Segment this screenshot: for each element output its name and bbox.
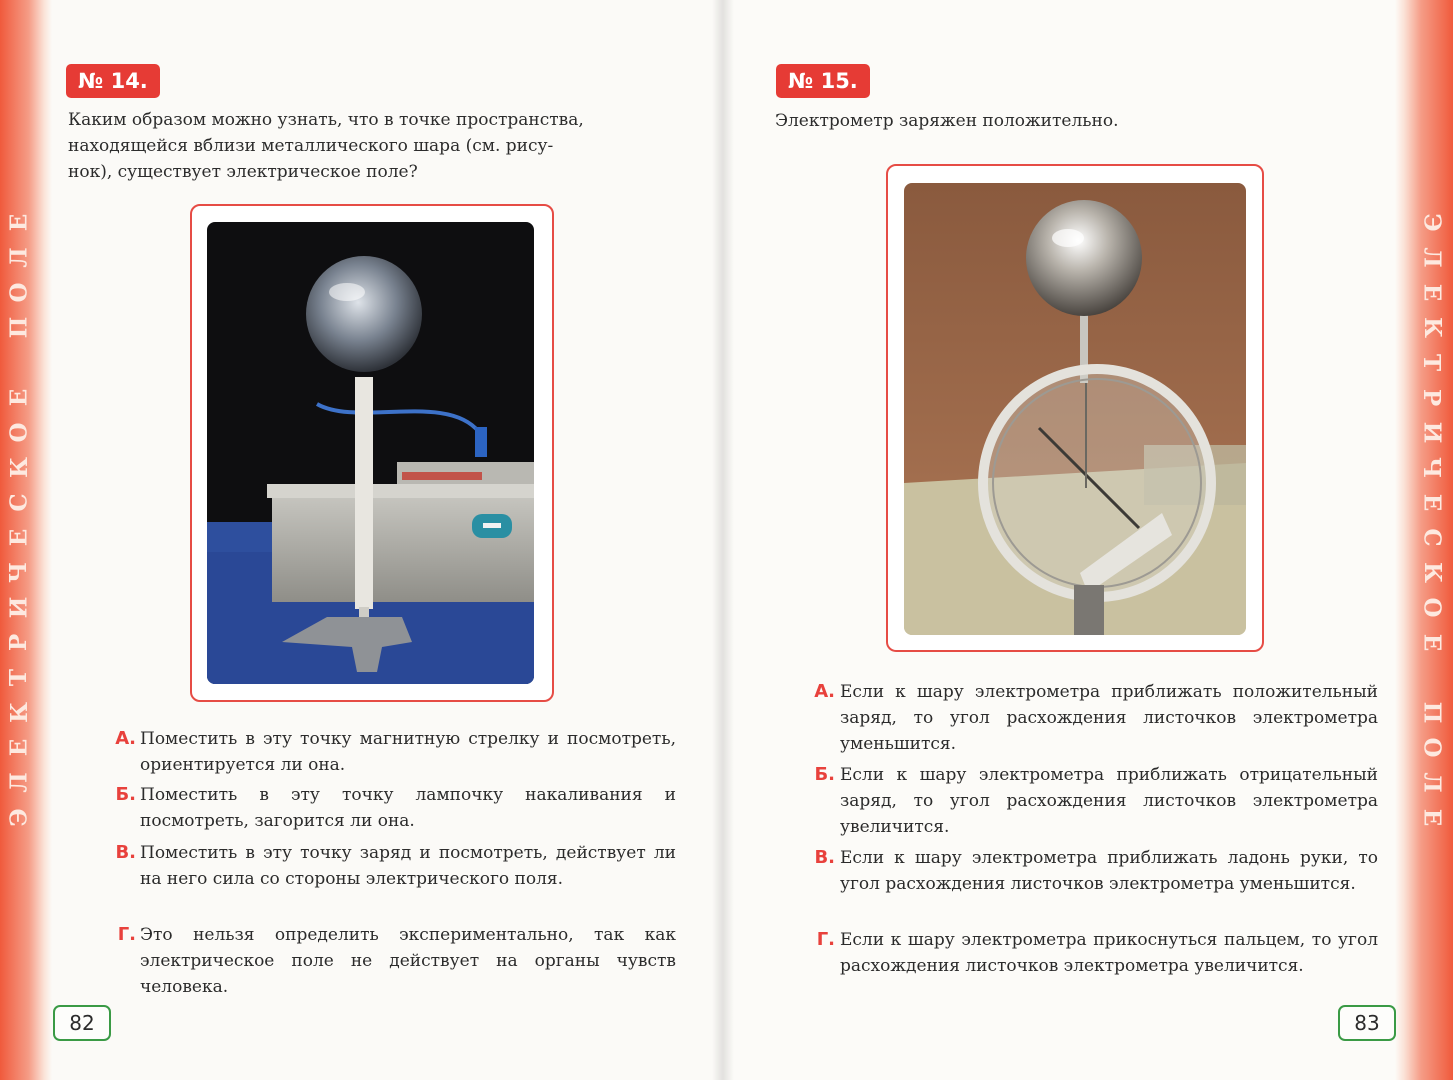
chapter-title-glyph: Л [5, 772, 33, 793]
chapter-title-glyph: Э [1418, 213, 1446, 232]
chapter-title-glyph: О [5, 422, 33, 443]
right-page [722, 0, 1453, 1080]
chapter-title-glyph: Т [1418, 353, 1446, 372]
chapter-title-glyph: Е [5, 738, 33, 757]
book-spine-shadow [712, 0, 734, 1080]
chapter-title-glyph: С [5, 493, 33, 512]
chapter-title-glyph: Е [5, 528, 33, 547]
chapter-title-glyph: Е [1418, 633, 1446, 652]
right-vertical-chapter-title [1411, 205, 1446, 835]
chapter-title-glyph: Р [5, 633, 33, 652]
answer-14-d [106, 922, 676, 1000]
chapter-title-glyph: О [1418, 597, 1446, 618]
chapter-title-glyph: Р [1418, 388, 1446, 407]
answer-text: Поместить в эту точку заряд и посмотреть, действует ли на него сила со стороны электрического поля. [140, 843, 676, 889]
chapter-title-glyph: Л [1418, 772, 1446, 793]
chapter-title-glyph [7, 358, 42, 366]
chapter-title-glyph: Э [5, 808, 33, 827]
question-14-line: находящейся вблизи металлического шара (см. рису- [68, 136, 554, 156]
answer-letter: Г. [117, 924, 136, 945]
answer-text: Если к шару электрометра прикоснуться пальцем, то угол расхождения листочков электрометра увеличится. [840, 930, 1378, 976]
chapter-title-glyph: Е [5, 388, 33, 407]
question-14-badge: № 14. [66, 64, 160, 98]
chapter-title-glyph: П [1418, 701, 1446, 724]
chapter-title-glyph: К [1418, 317, 1446, 338]
photo-sphere-on-stand [207, 222, 534, 684]
chapter-title-glyph: Ч [1418, 456, 1446, 479]
chapter-title-glyph: Е [1418, 808, 1446, 827]
answer-text: Если к шару электрометра приближать отрицательный заряд, то угол расхождения листочков электрометра увеличится. [840, 765, 1378, 837]
chapter-title-glyph: П [5, 316, 33, 339]
answer-15-a [808, 679, 1378, 757]
answer-15-d [808, 927, 1378, 979]
answer-text: Это нельзя определить экспериментально, так как электрическое поле не действует на органы чувств человека. [140, 925, 676, 997]
answer-letter: В. [115, 842, 136, 863]
answer-14-b [106, 782, 676, 834]
page-number-left: 82 [53, 1005, 111, 1041]
chapter-title-glyph: Л [1418, 247, 1446, 268]
chapter-title-glyph: О [5, 282, 33, 303]
chapter-title-glyph: И [5, 596, 33, 619]
chapter-title-glyph: Е [1418, 283, 1446, 302]
photo-sphere-on-stand-illustration [207, 222, 534, 684]
answer-letter: Б. [814, 764, 835, 785]
left-page [0, 0, 722, 1080]
answer-letter: В. [814, 847, 835, 868]
answer-text: Поместить в эту точку магнитную стрелку и посмотреть, ориентируется ли она. [140, 729, 676, 775]
chapter-title-glyph: К [5, 457, 33, 478]
question-14-line: нок), существует электрическое поле? [68, 162, 418, 182]
answer-14-a [106, 726, 676, 778]
answer-text: Поместить в эту точку лампочку накаливания и посмотреть, загорится ли она. [140, 785, 676, 831]
chapter-title-glyph: К [5, 702, 33, 723]
chapter-title-glyph: Т [5, 668, 33, 687]
answer-letter: А. [814, 681, 835, 702]
chapter-title-glyph: Е [5, 213, 33, 232]
question-15-text: Электрометр заряжен положительно. [775, 111, 1119, 131]
photo-electrometer-illustration [904, 183, 1246, 635]
answer-14-c [106, 840, 676, 892]
answer-letter: Г. [816, 929, 835, 950]
answer-15-b [808, 762, 1378, 840]
page-number-right: 83 [1338, 1005, 1396, 1041]
chapter-title-glyph: О [1418, 737, 1446, 758]
answer-letter: А. [115, 728, 136, 749]
answer-letter: Б. [115, 784, 136, 805]
chapter-title-glyph: Л [5, 247, 33, 268]
left-vertical-chapter-title [5, 205, 40, 835]
chapter-title-glyph: Е [1418, 493, 1446, 512]
chapter-title-glyph: С [1418, 528, 1446, 547]
answer-text: Если к шару электрометра приближать ладонь руки, то угол расхождения листочков электрометра уменьшится. [840, 848, 1378, 894]
chapter-title-glyph: Ч [5, 561, 33, 584]
question-15-badge: № 15. [776, 64, 870, 98]
photo-electrometer [904, 183, 1246, 635]
chapter-title-glyph [1408, 673, 1443, 681]
chapter-title-glyph: И [1418, 421, 1446, 444]
chapter-title-glyph: К [1418, 562, 1446, 583]
question-14-line: Каким образом можно узнать, что в точке пространства, [68, 110, 584, 130]
question-14-text [68, 107, 672, 185]
answer-15-c [808, 845, 1378, 897]
answer-text: Если к шару электрометра приближать положительный заряд, то угол расхождения листочков электрометра уменьшится. [840, 682, 1378, 754]
